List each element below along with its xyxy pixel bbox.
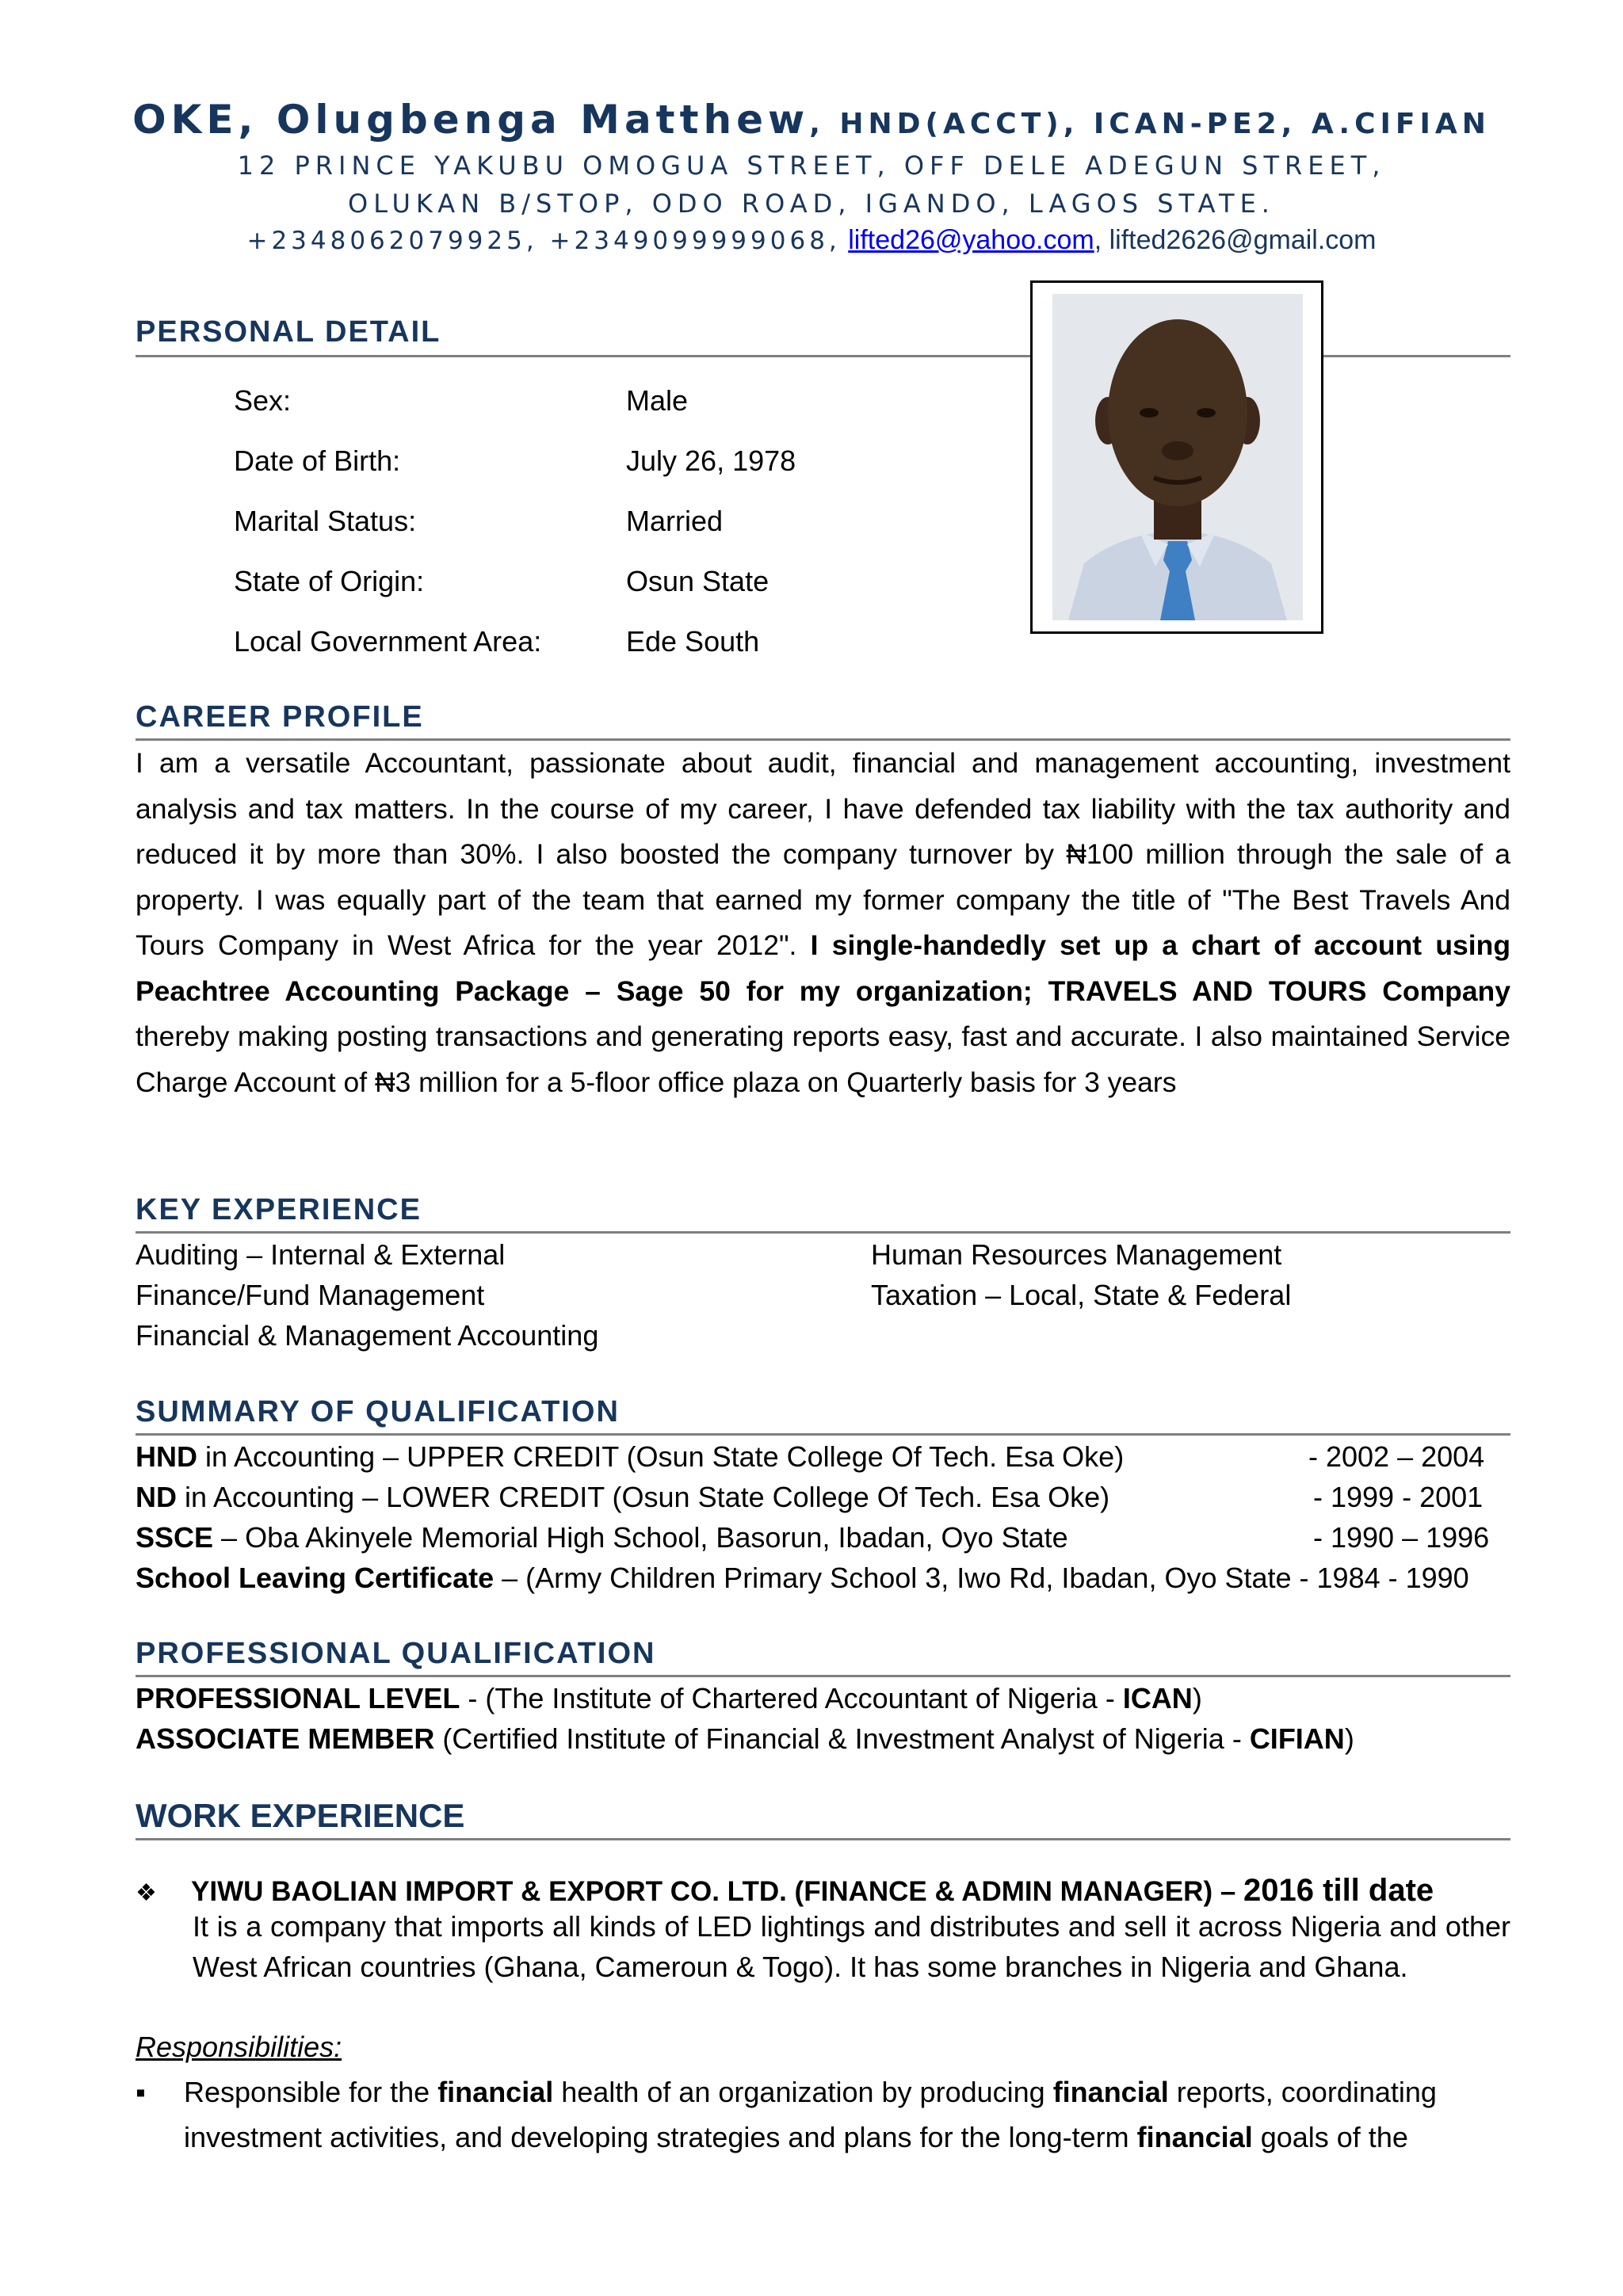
section-rule-professional bbox=[136, 1675, 1510, 1677]
contact-line bbox=[0, 225, 1623, 256]
candidate-credentials: , HND(ACCT), ICAN-PE2, A.CIFIAN bbox=[809, 108, 1491, 140]
personal-label-dob: Date of Birth: bbox=[234, 444, 401, 477]
qualification-slc-detail: – (Army Children Primary School 3, Iwo Rd, Ibadan, Oyo State bbox=[494, 1562, 1292, 1594]
career-text-part1: I am a versatile Accountant, passionate about audit, financial and management accounting, investment analysis and tax matters. In the course of my career, I have defended tax liability with the tax authority and reduced it by more than 30%. I also boosted the company turnover by ₦100 million through the sale of a property. I was equally part of the team that earned my former company the title of "The Best Travels And Tours Company in West Africa for the year 2012". bbox=[136, 747, 1510, 961]
personal-label-marital: Marital Status: bbox=[234, 505, 417, 537]
job-description: It is a company that imports all kinds of LED lightings and distributes and sell it across Nigeria and other West African countries (Ghana, Cameroun & Togo). It has some branches in Nigeria and Ghana. bbox=[193, 1910, 1510, 1983]
diamond-bullet-icon: ❖ bbox=[136, 1880, 157, 1906]
professional-ican-level: PROFESSIONAL LEVEL bbox=[136, 1682, 460, 1714]
section-title-personal-detail: PERSONAL DETAIL bbox=[136, 315, 441, 349]
responsibility-bullet-icon: ▪ bbox=[136, 2076, 146, 2108]
candidate-name: OKE, Olugbenga Matthew bbox=[132, 97, 810, 143]
personal-value-origin: Osun State bbox=[626, 565, 769, 597]
key-experience-left-3: Financial & Management Accounting bbox=[136, 1319, 599, 1352]
qualification-hnd-detail: in Accounting – UPPER CREDIT (Osun State College Of Tech. Esa Oke) bbox=[197, 1440, 1125, 1473]
qualification-nd-detail: in Accounting – LOWER CREDIT (Osun State College Of Tech. Esa Oke) bbox=[177, 1481, 1110, 1513]
resp-1-text-c: health of an organization by producing bbox=[553, 2076, 1053, 2108]
resp-2-text-c: goals of the bbox=[1252, 2121, 1408, 2153]
section-rule-personal-right bbox=[1323, 355, 1510, 357]
section-rule-work bbox=[136, 1838, 1510, 1840]
section-rule-qualification bbox=[136, 1433, 1510, 1436]
profile-photo-frame bbox=[1030, 280, 1323, 634]
resp-2-text-a: investment activities, and developing strategies and plans for the long-term bbox=[184, 2121, 1137, 2153]
personal-value-dob: July 26, 1978 bbox=[626, 444, 796, 477]
qualification-ssce-degree: SSCE bbox=[136, 1521, 214, 1554]
section-rule-key-experience bbox=[136, 1231, 1510, 1234]
professional-cifian-level: ASSOCIATE MEMBER bbox=[136, 1722, 435, 1755]
email-link-yahoo[interactable]: lifted26@yahoo.com bbox=[848, 225, 1094, 255]
qualification-row-hnd bbox=[136, 1440, 1124, 1474]
job-entry-header bbox=[136, 1873, 1434, 1909]
section-title-qualification: SUMMARY OF QUALIFICATION bbox=[136, 1395, 620, 1428]
section-title-professional: PROFESSIONAL QUALIFICATION bbox=[136, 1637, 656, 1670]
responsibility-line-2 bbox=[184, 2121, 1408, 2154]
personal-value-sex: Male bbox=[626, 384, 689, 417]
qualification-nd-degree: ND bbox=[136, 1481, 177, 1513]
professional-row-cifian bbox=[136, 1722, 1354, 1756]
candidate-name-line bbox=[0, 97, 1623, 143]
personal-label-origin: State of Origin: bbox=[234, 565, 425, 597]
address-line-1: 12 PRINCE YAKUBU OMOGUA STREET, OFF DELE ADEGUN STREET, bbox=[237, 151, 1386, 181]
resp-1-text-d: financial bbox=[1052, 2076, 1169, 2108]
career-text-part2: thereby making posting transactions and generating reports easy, fast and accurate. I also maintained Service Charge Account of ₦3 million for a 5-floor office plaza on Quarterly basis for 3 years bbox=[136, 1020, 1510, 1098]
key-experience-right-1: Human Resources Management bbox=[871, 1238, 1282, 1271]
address-line-2: OLUKAN B/STOP, ODO ROAD, IGANDO, LAGOS STATE. bbox=[348, 189, 1275, 219]
job-title: YIWU BAOLIAN IMPORT & EXPORT CO. LTD. (FINANCE & ADMIN MANAGER) – bbox=[191, 1876, 1244, 1907]
career-profile-text bbox=[136, 741, 1510, 1105]
personal-value-marital: Married bbox=[626, 505, 724, 537]
professional-ican-abbr: ICAN bbox=[1122, 1682, 1193, 1714]
qualification-row-slc bbox=[136, 1562, 1469, 1595]
key-experience-left-1: Auditing – Internal & External bbox=[136, 1238, 506, 1271]
professional-cifian-close: ) bbox=[1344, 1722, 1354, 1755]
section-rule-personal-left bbox=[136, 355, 1030, 357]
job-date: 2016 till date bbox=[1243, 1873, 1434, 1908]
resp-1-text-e: reports, coordinating bbox=[1168, 2076, 1437, 2108]
qualification-nd-years: - 1999 - 2001 bbox=[1313, 1481, 1484, 1513]
personal-value-lga: Ede South bbox=[626, 625, 760, 658]
responsibility-line-1 bbox=[184, 2076, 1437, 2109]
key-experience-right-2: Taxation – Local, State & Federal bbox=[871, 1279, 1292, 1311]
professional-cifian-abbr: CIFIAN bbox=[1249, 1722, 1345, 1755]
email-gmail: , lifted2626@gmail.com bbox=[1094, 225, 1377, 255]
professional-ican-detail: - (The Institute of Chartered Accountant of Nigeria - bbox=[460, 1682, 1123, 1714]
qualification-row-ssce bbox=[136, 1521, 1068, 1554]
qualification-hnd-degree: HND bbox=[136, 1440, 197, 1473]
phone-numbers: +2348062079925, +2349099999068, bbox=[246, 227, 841, 255]
resp-1-text-b: financial bbox=[437, 2076, 554, 2108]
section-title-career-profile: CAREER PROFILE bbox=[136, 700, 424, 734]
qualification-hnd-years: - 2002 – 2004 bbox=[1308, 1440, 1485, 1473]
section-title-key-experience: KEY EXPERIENCE bbox=[136, 1193, 422, 1226]
profile-photo-illustration bbox=[1052, 294, 1303, 620]
personal-label-sex: Sex: bbox=[234, 384, 292, 417]
resp-1-text-a: Responsible for the bbox=[184, 2076, 438, 2108]
qualification-slc-degree: School Leaving Certificate bbox=[136, 1562, 495, 1594]
professional-row-ican bbox=[136, 1682, 1202, 1715]
key-experience-left-2: Finance/Fund Management bbox=[136, 1279, 485, 1311]
qualification-ssce-years: - 1990 – 1996 bbox=[1313, 1521, 1490, 1554]
professional-ican-close: ) bbox=[1192, 1682, 1202, 1714]
professional-cifian-detail: (Certified Institute of Financial & Investment Analyst of Nigeria - bbox=[434, 1722, 1250, 1755]
career-text-bold: I single-handedly set up a chart of account using Peachtree Accounting Package – Sage 50 for my organization; TRAVELS AND TOURS Company bbox=[136, 929, 1511, 1007]
resp-2-text-b: financial bbox=[1136, 2121, 1253, 2153]
responsibilities-label: Responsibilities: bbox=[136, 2031, 342, 2063]
qualification-row-nd bbox=[136, 1481, 1109, 1514]
qualification-slc-years: - 1984 - 1990 bbox=[1299, 1562, 1469, 1594]
qualification-ssce-detail: – Oba Akinyele Memorial High School, Basorun, Ibadan, Oyo State bbox=[213, 1521, 1068, 1554]
profile-photo bbox=[1052, 294, 1303, 620]
section-title-work-experience: WORK EXPERIENCE bbox=[136, 1797, 465, 1834]
personal-label-lga: Local Government Area: bbox=[234, 625, 542, 658]
